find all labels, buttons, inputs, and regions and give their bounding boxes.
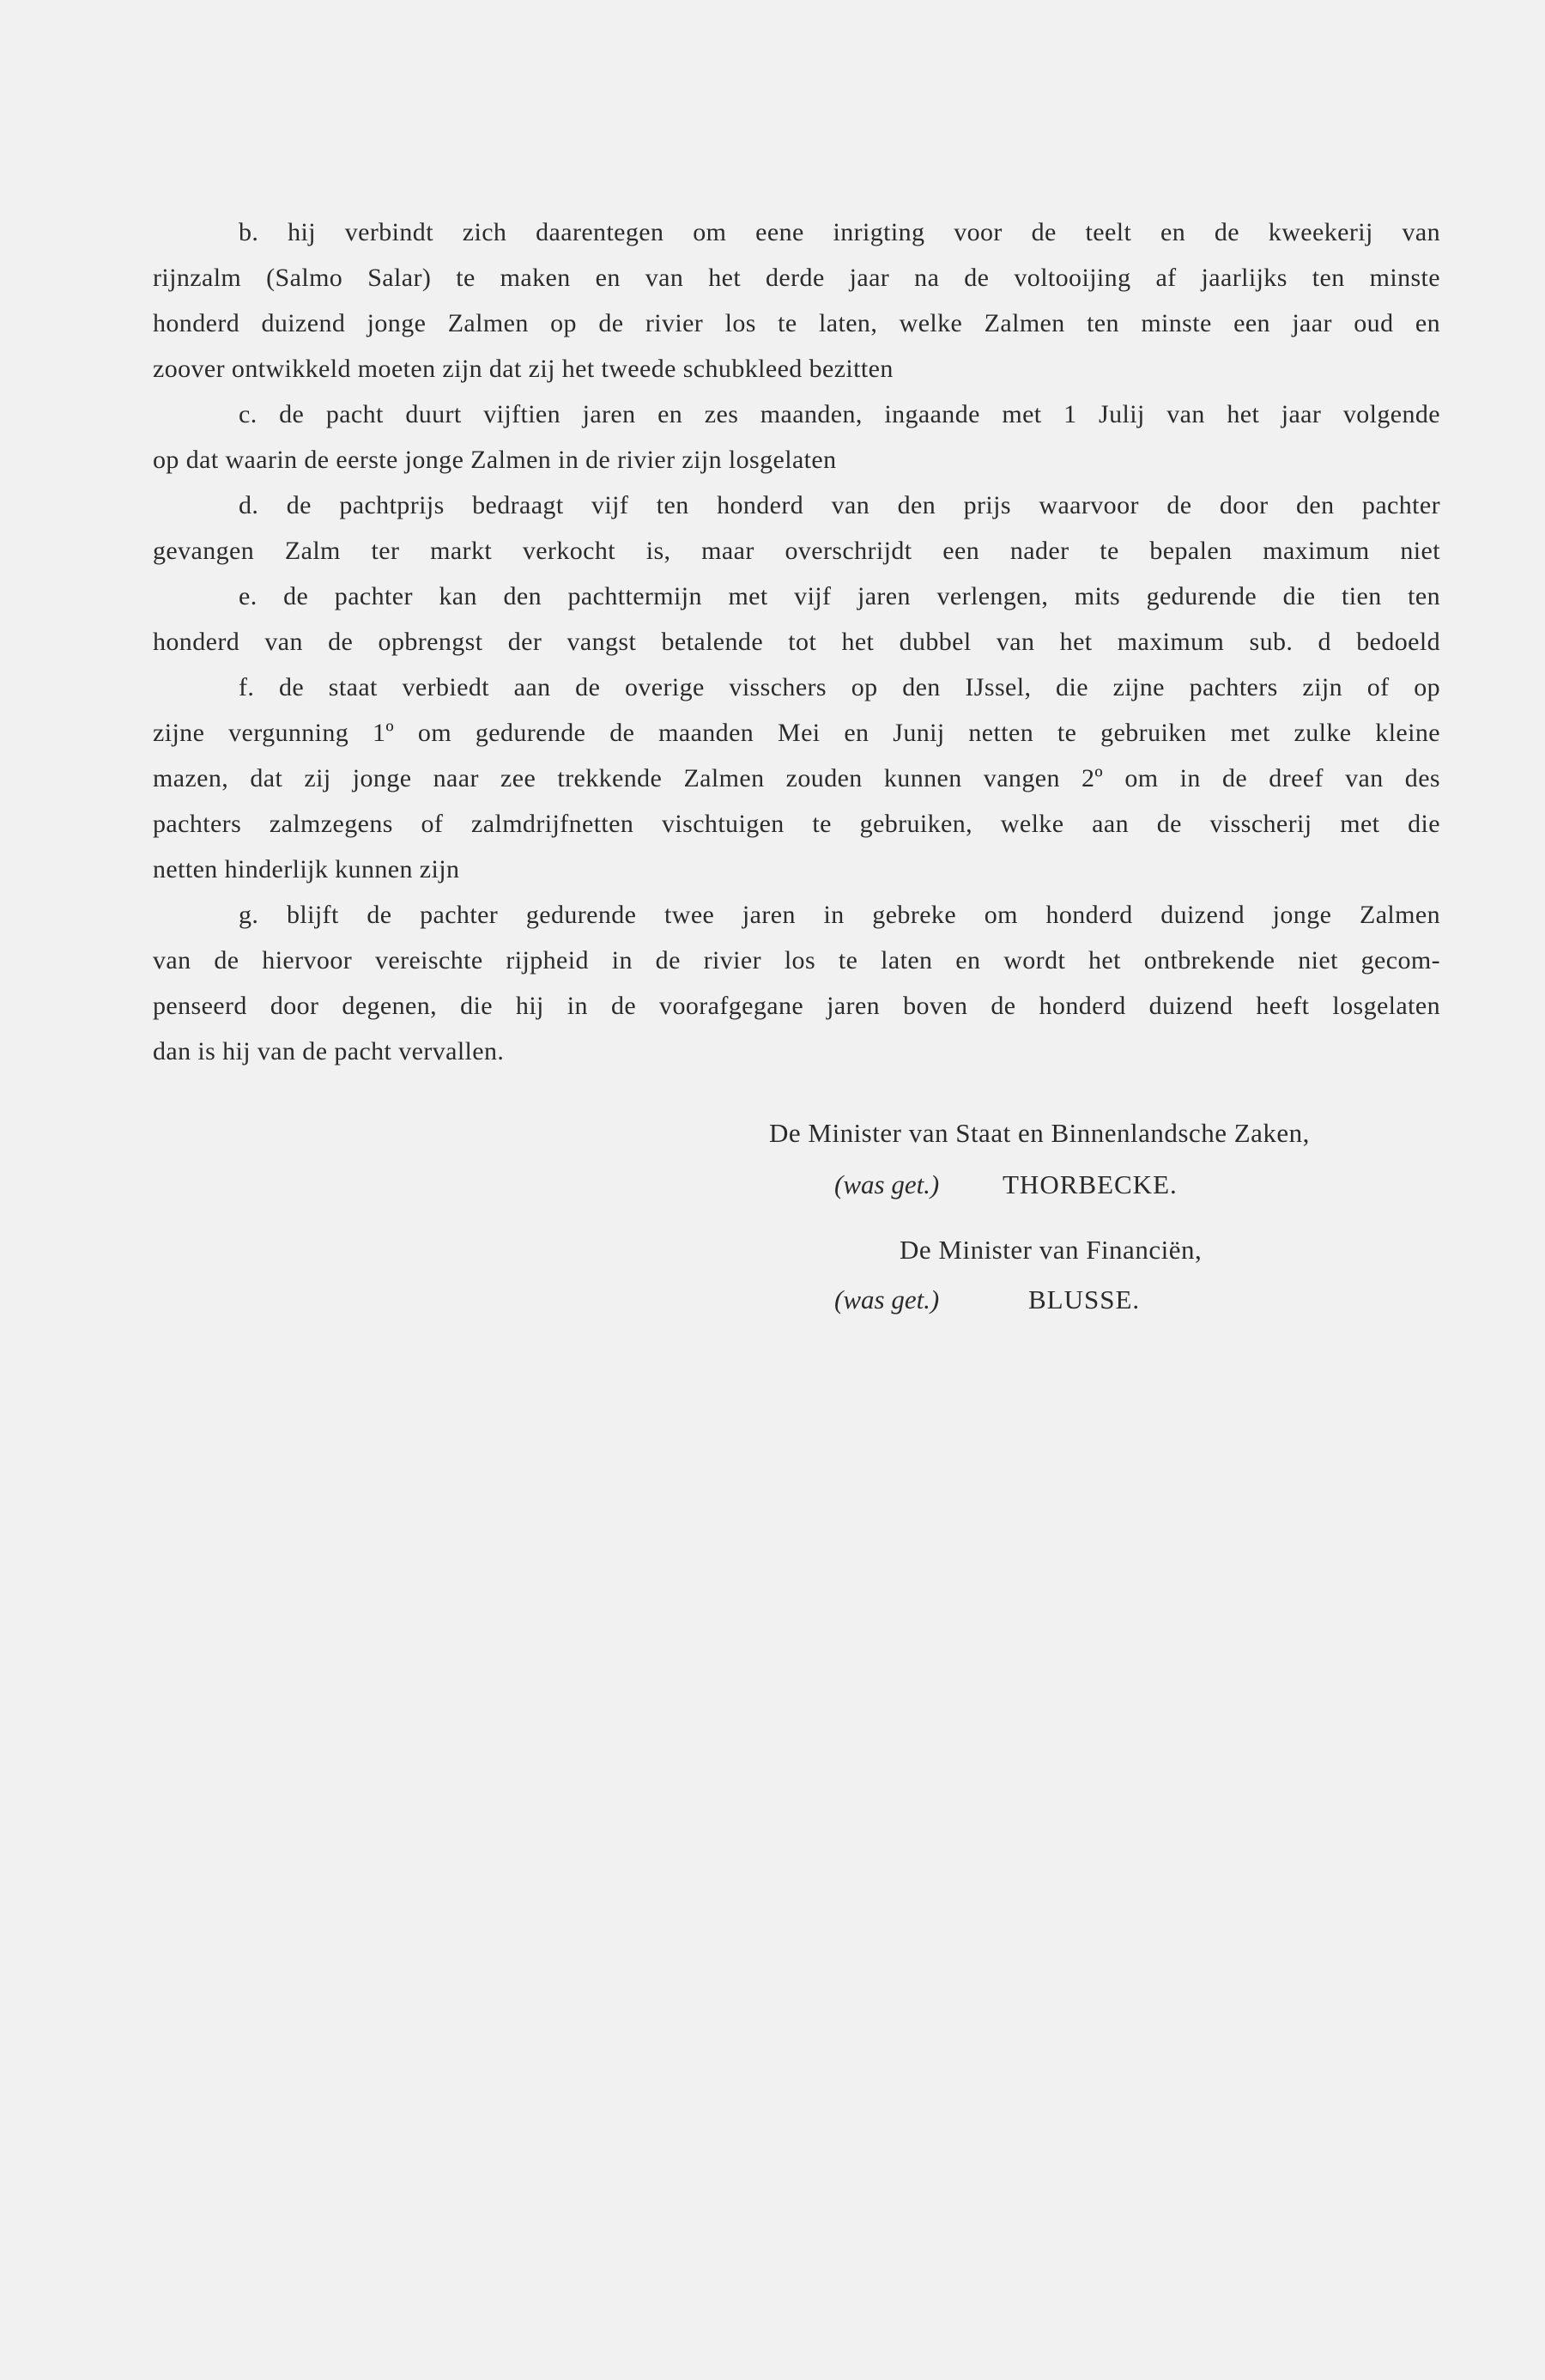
minister2-title: De Minister van Financiën, (900, 1235, 1203, 1265)
text-line: gevangen Zalm ter markt verkocht is, maar overschrijdt een nader te bepalen maximum niet (153, 537, 1440, 565)
text-line: van de hiervoor vereischte rijpheid in de rivier los te laten en wordt het ontbrekende niet gecom- (153, 946, 1440, 974)
text-line: netten hinderlijk kunnen zijn (153, 855, 460, 883)
text-line: d. de pachtprijs bedraagt vijf ten honderd van den prijs waarvoor de door den pachter (239, 491, 1440, 519)
text-line: op dat waarin de eerste jonge Zalmen in de rivier zijn losgelaten (153, 446, 837, 474)
text-line: g. blijft de pachter gedurende twee jaren in gebreke om honderd duizend jonge Zalmen (239, 901, 1440, 929)
minister1-name: THORBECKE. (1003, 1169, 1178, 1199)
text-line: mazen, dat zij jonge naar zee trekkende Zalmen zouden kunnen vangen 2º om in de dreef van des (153, 764, 1440, 792)
text-line: c. de pacht duurt vijftien jaren en zes maanden, ingaande met 1 Julij van het jaar volgende (239, 400, 1440, 428)
text-line: pachters zalmzegens of zalmdrijfnetten vischtuigen te gebruiken, welke aan de visscherij met die (153, 810, 1440, 838)
minister2-name: BLUSSE. (1028, 1284, 1141, 1314)
text-line: honderd van de opbrengst der vangst betalende tot het dubbel van het maximum sub. d bedoeld (153, 628, 1440, 656)
minister2-was-get (834, 1284, 939, 1315)
text-line: penseerd door degenen, die hij in de voorafgegane jaren boven de honderd duizend heeft losgelaten (153, 992, 1440, 1020)
minister2-was-get-text: (was get.) (834, 1284, 940, 1314)
text-line: honderd duizend jonge Zalmen op de rivier los te laten, welke Zalmen ten minste een jaar oud en (153, 309, 1440, 337)
text-line: rijnzalm (Salmo Salar) te maken en van het derde jaar na de voltooijing af jaarlijks ten minste (153, 264, 1440, 292)
minister1-was-get (834, 1169, 939, 1200)
text-line: b. hij verbindt zich daarentegen om eene inrigting voor de teelt en de kweekerij van (239, 218, 1440, 246)
minister1-was-get-text: (was get.) (834, 1169, 940, 1199)
text-line: zijne vergunning 1º om gedurende de maanden Mei en Junij netten te gebruiken met zulke kleine (153, 719, 1440, 747)
text-line: f. de staat verbiedt aan de overige visschers op den IJssel, die zijne pachters zijn of op (239, 673, 1440, 701)
text-line: dan is hij van de pacht vervallen. (153, 1037, 505, 1066)
minister1-title: De Minister van Staat en Binnenlandsche Zaken, (769, 1118, 1310, 1148)
text-line: zoover ontwikkeld moeten zijn dat zij het tweede schubkleed bezitten (153, 355, 894, 383)
text-line: e. de pachter kan den pachttermijn met vijf jaren verlengen, mits gedurende die tien ten (239, 582, 1440, 610)
